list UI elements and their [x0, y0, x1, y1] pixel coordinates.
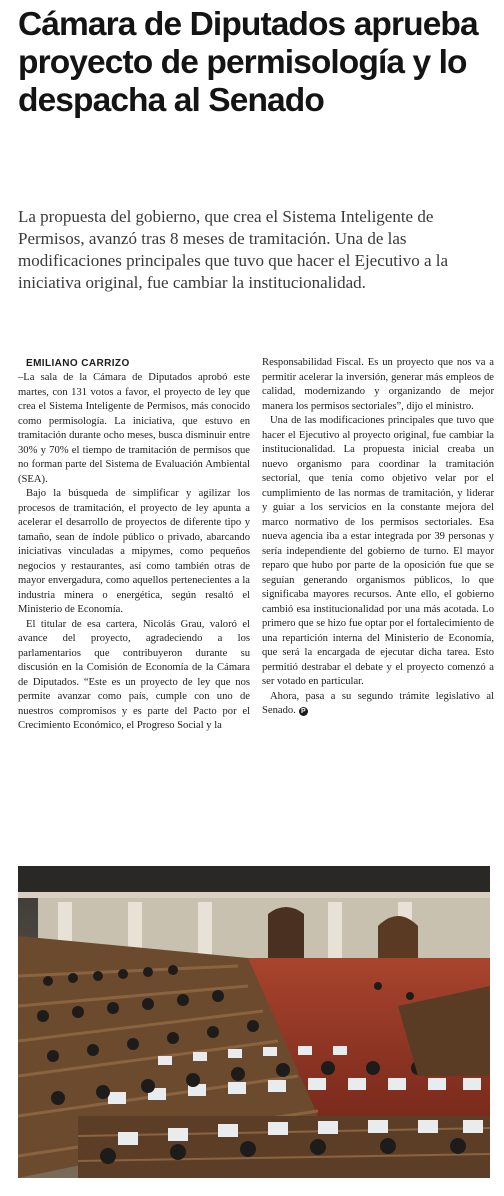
- headline: Cámara de Diputados aprueba proyecto de permisología y lo despacha al Senado: [18, 6, 478, 119]
- end-of-article-icon: P: [299, 707, 308, 716]
- article-column-1: [18, 356, 250, 734]
- paragraph: [262, 690, 494, 719]
- closing-paragraph-text: Ahora, pasa a su segundo trámite legislativo al Senado.: [262, 690, 494, 716]
- paragraph: –La sala de la Cámara de Diputados aprobó este martes, con 131 votos a favor, el proyecto de ley que crea el Sistema Inteligente de Permisos, más conocido como permisología. La iniciativa, que estuvo en tramitación durante ocho meses, busca disminuir entre 30% y 70% el tiempo de tramitación de permisos que no forman parte del Sistema de Evaluación Ambiental (SEA).: [18, 372, 250, 485]
- deck-subtitle: La propuesta del gobierno, que crea el Sistema Inteligente de Permisos, avanzó tras 8 meses de tramitación. Una de las modificaciones principales que tuvo que hacer el Ejecutivo a la iniciativa original, fue cambiar la institucionalidad.: [18, 207, 449, 292]
- paragraph: Responsabilidad Fiscal. Es un proyecto que nos va a permitir acelerar la inversión, generar más empleos de calidad, modernizando y organizando de mejor manera los permisos sectoriales”, dijo el ministro.: [262, 357, 494, 412]
- chamber-of-deputies-photo: [18, 866, 490, 1178]
- paragraph: Bajo la búsqueda de simplificar y agilizar los procesos de tramitación, el proyecto de ley apunta a acelerar el desarrollo de proyectos de diferente tipo y tamaño, sean de índole público o privado, abarcando iniciativas vinculadas a mipymes, como pequeños negocios y restaurantes, así como también otras de mayor envergadura, como aquellos pertenecientes a la industria minera o energética, según resaltó el Ministerio de Economía.: [18, 488, 250, 615]
- paragraph: El titular de esa cartera, Nicolás Grau, valoró el avance del proyecto, agradeciendo a los parlamentarios que contribuyeron durante su discusión en la Comisión de Economía de la Cámara de Diputados. “Este es un proyecto de ley que nos permite avanzar como país, cumple con uno de nuestros compromisos y es parte del Pacto por el Crecimiento Económico, el Progreso Social y la: [18, 618, 250, 731]
- paragraph: Una de las modificaciones principales que tuvo que hacer el Ejecutivo al proyecto original, fue cambiar la institucionalidad. La propuesta inicial creaba un nuevo organismo para coordinar la tramitación sectorial, que tenía como objetivo velar por el cumplimiento de las normas de tramitación, y liderar y guiar a los servicios en la constante mejora del marco normativo de los permisos sectoriales. Esa nueva agencia iba a estar integrada por 39 personas y sería independiente del gobierno de turno. El mayor reparo que hubo por parte de la oposición fue que se seguían generando organismos públicos, lo que significaba mayores recursos. Ante ello, el gobierno cambió esa institucionalidad por una más acotada. Lo primero que se hizo fue optar por el fortalecimiento de una repartición interna del Ministerio de Economía, que será la encargada de ejecutar dicha tarea. Esto permitió destrabar el debate y el proyecto comenzó a ser votado en particular.: [262, 415, 494, 687]
- article-column-2: [262, 356, 494, 719]
- byline: EMILIANO CARRIZO: [26, 358, 130, 369]
- chamber-photo-illustration: [18, 866, 490, 1178]
